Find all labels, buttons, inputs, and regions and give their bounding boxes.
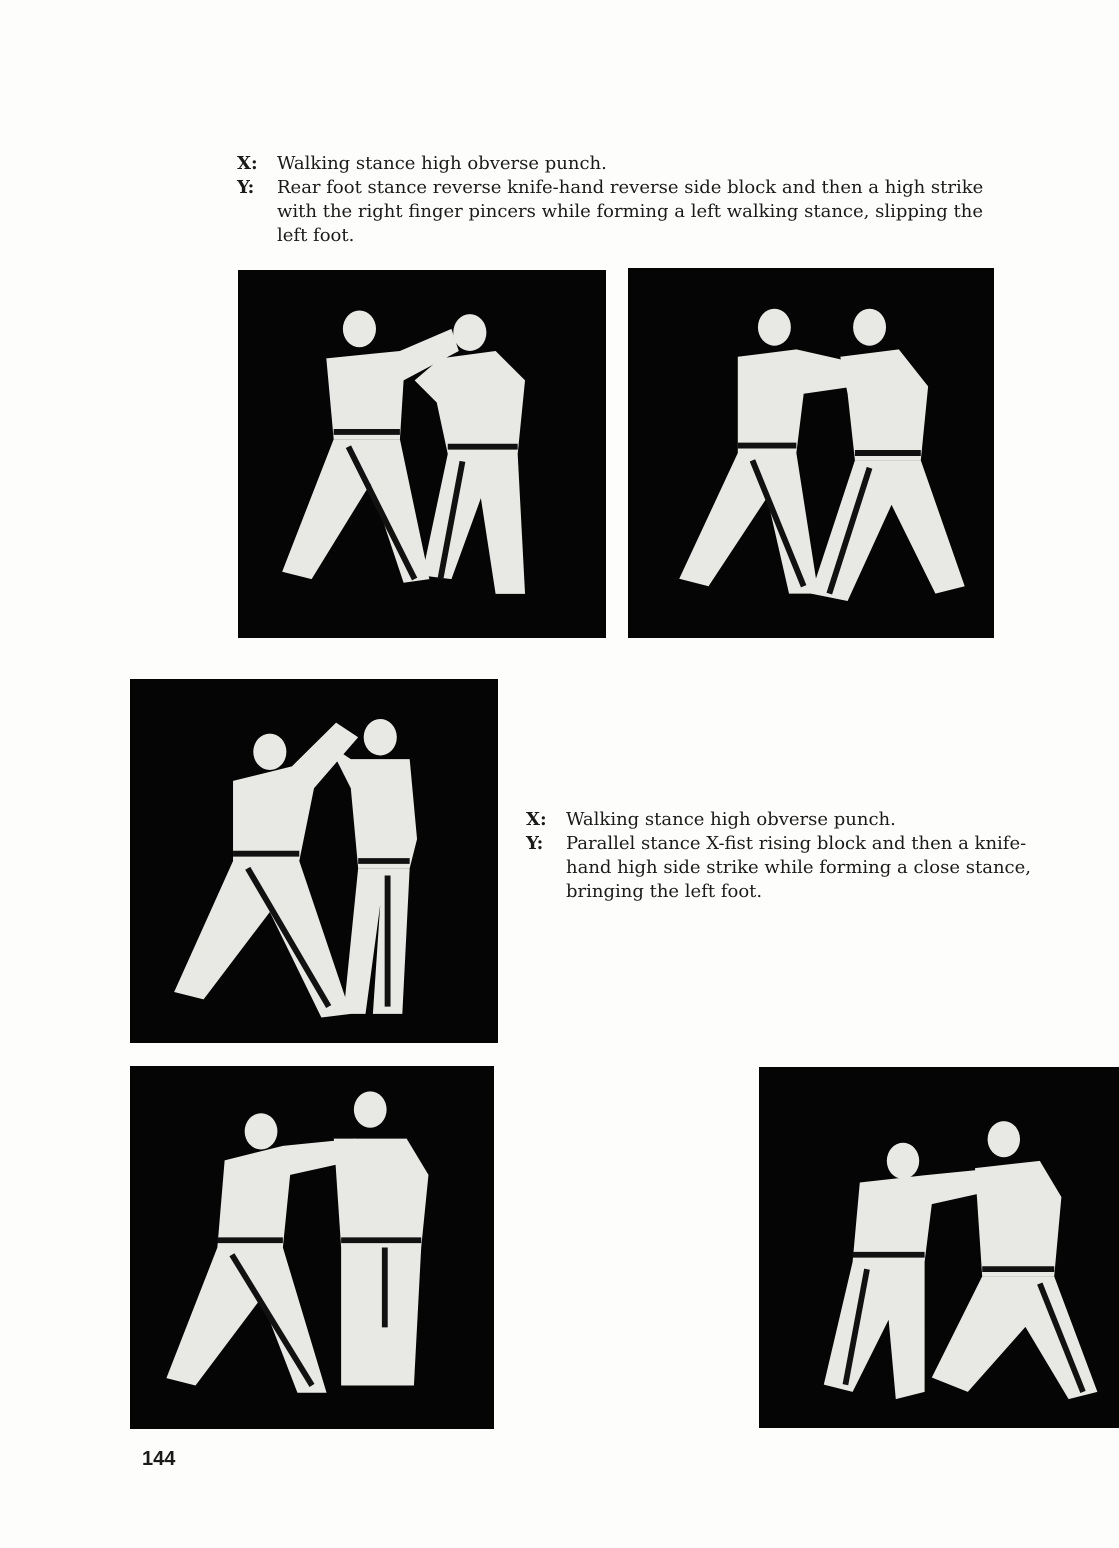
- photo-x-fist-rising-block: [130, 679, 498, 1043]
- caption-x-text: Walking stance high obverse punch.: [566, 809, 896, 830]
- caption-top: [237, 152, 1007, 248]
- photo-knife-hand-side-strike: [130, 1066, 494, 1429]
- caption-key-x: X:: [237, 153, 258, 174]
- caption-y-text: Rear foot stance reverse knife-hand reverse side block and then a high strike with the right finger pincers while forming a left walking stance, slipping the left foot.: [277, 177, 984, 246]
- caption-key-y: Y:: [526, 833, 544, 854]
- photo-side-strike-alternate-angle: [759, 1067, 1119, 1428]
- caption-key-x: X:: [526, 809, 547, 830]
- caption-middle: [526, 808, 1046, 904]
- photo-block-and-pincer-strike: [628, 268, 994, 638]
- caption-x-text: Walking stance high obverse punch.: [277, 153, 607, 174]
- caption-key-y: Y:: [237, 177, 255, 198]
- photo-punch-and-block: [238, 270, 606, 638]
- page-number: 144: [142, 1448, 176, 1470]
- caption-y-text: Parallel stance X-fist rising block and then a knife-hand high side strike while forming a close stance, bringing the left foot.: [566, 833, 1031, 902]
